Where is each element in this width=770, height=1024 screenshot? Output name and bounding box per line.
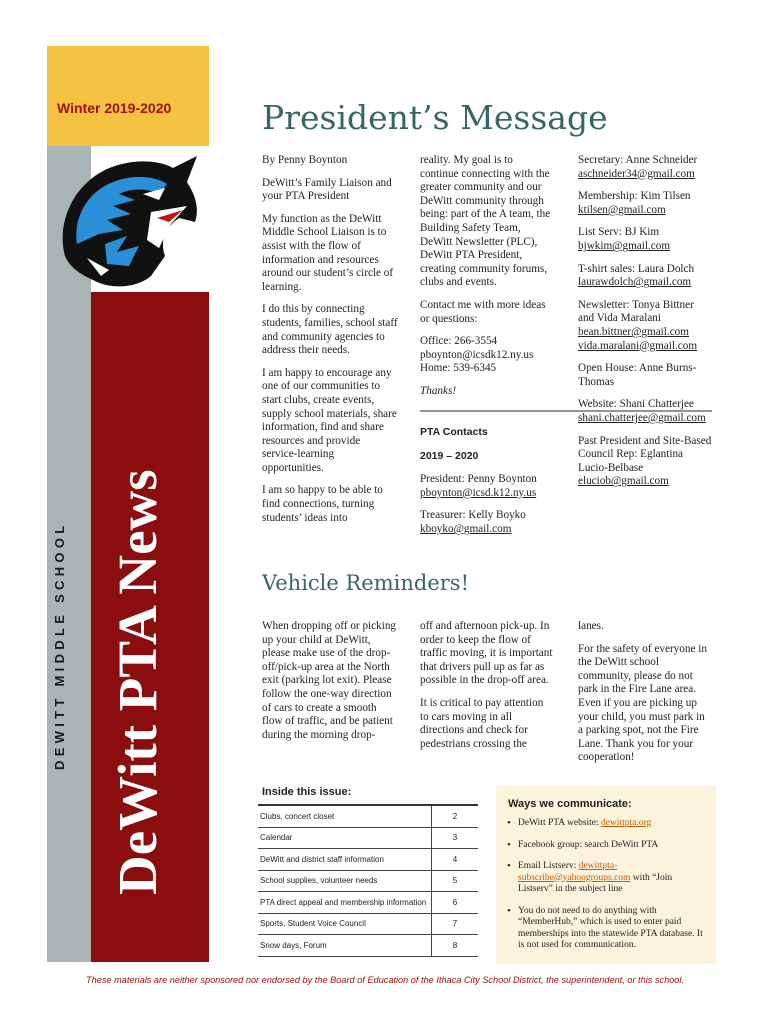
vehicle-column-1: [262, 620, 398, 751]
table-row: [258, 892, 478, 914]
paragraph: lanes.: [578, 620, 604, 632]
paragraph: For the safety of everyone in the DeWitt school community, please do not park in the Fire Lane area. Even if you are picking up your child, you must park in a parking spot, not the Fire Lane. Thank you for your cooperation!: [578, 642, 707, 764]
contact-label: T-shirt sales: Laura Dolch: [578, 262, 695, 275]
table-row: [258, 828, 478, 850]
contact-email-link[interactable]: kboyko@gmail.com: [420, 522, 512, 535]
president-email: pboynton@icsdk12.ny.us: [420, 348, 534, 361]
vehicle-reminders-title: Vehicle Reminders!: [262, 571, 470, 595]
home-phone: Home: 539-6345: [420, 362, 497, 375]
contact-entry: [578, 263, 712, 290]
paragraph: off and afternoon pick-up. In order to keep the flow of traffic moving, it is important that drivers pull up as far as possible in the drop-off area.: [420, 620, 553, 687]
pta-contacts-years: 2019 – 2020: [420, 449, 479, 462]
issue-table: [258, 804, 478, 957]
ways-label: Email Listserv:: [518, 861, 579, 871]
issue-topic: Clubs, concert closet: [258, 806, 432, 827]
banner-season-block: [47, 46, 209, 146]
table-row: [258, 806, 478, 828]
season-label: Winter 2019-2020: [57, 100, 172, 116]
contact-entry: [578, 226, 712, 253]
paragraph: Contact me with more ideas or questions:: [420, 298, 546, 325]
table-row: [258, 871, 478, 893]
presidents-message-column-1: [262, 154, 398, 534]
vehicle-column-3: [578, 620, 712, 774]
issue-topic: Snow days, Forum: [258, 935, 432, 956]
paragraph: My function as the DeWitt Middle School Liaison is to assist with the flow of information and resources around our student’s circle of learning.: [262, 212, 394, 293]
inside-this-issue: [258, 786, 478, 957]
list-item: • Facebook group: search DeWitt PTA: [506, 840, 706, 852]
issue-topic: PTA direct appeal and membership information: [258, 892, 432, 913]
contact-label: Open House: Anne Burns-Thomas: [578, 362, 697, 388]
paragraph: I do this by connecting students, families, school staff and community agencies to address their needs.: [262, 303, 398, 357]
paragraph: It is critical to pay attention to cars moving in all directions and check for pedestrians crossing the: [420, 696, 544, 750]
contact-label: Treasurer: Kelly Boyko: [420, 509, 526, 522]
pta-contacts: [420, 426, 554, 546]
ways-label: with “Join Listserv” in the subject line: [518, 872, 673, 894]
listserv-link[interactable]: dewittpta-subscribe@yahoogroups.com: [518, 861, 631, 883]
contact-label: Website: Shani Chatterjee: [578, 398, 694, 411]
contact-email-link[interactable]: bjwkim@gmail.com: [578, 239, 671, 252]
paragraph: I am so happy to be able to find connections, turning students’ ideas into: [262, 484, 383, 524]
list-item: [506, 818, 706, 830]
issue-topic: Calendar: [258, 828, 432, 849]
contact-email-link[interactable]: eluciob@gmail.com: [578, 475, 669, 488]
issue-topic: Sports, Student Voice Council: [258, 914, 432, 935]
paragraph: DeWitt’s Family Liaison and your PTA President: [262, 176, 392, 203]
contact-details: [420, 335, 554, 376]
issue-page: 4: [452, 854, 458, 864]
issue-page: 5: [452, 876, 458, 886]
contact-label: Past President and Site-Based Council Rep: Eglantina Lucio-Belbase: [578, 434, 712, 474]
table-row: [258, 849, 478, 871]
issue-page: 2: [452, 811, 458, 821]
paragraph: I am happy to encourage any one of our communities to start clubs, create events, supply school materials, share information, find and share resources and provide service-learning opportunities.: [262, 366, 397, 474]
contact-entry: [578, 154, 712, 181]
pta-contacts-heading: PTA Contacts: [420, 426, 488, 438]
contact-email-link[interactable]: shani.chatterjee@gmail.com: [578, 411, 706, 424]
contact-email-link[interactable]: bean.bittner@gmail.com: [578, 325, 689, 338]
school-name: DEWITT MIDDLE SCHOOL: [52, 521, 67, 770]
contact-president: [420, 473, 554, 500]
issue-page: 7: [452, 919, 458, 929]
contact-label: Newsletter: Tonya Bittner and Vida Maralani: [578, 298, 694, 325]
contact-email-link[interactable]: pboynton@icsd.k12.ny.us: [420, 486, 537, 499]
office-phone: Office: 266-3554: [420, 335, 498, 348]
ways-list: [506, 818, 706, 952]
sign-off: Thanks!: [420, 384, 457, 397]
contact-label: List Serv: BJ Kim: [578, 226, 660, 239]
contact-email-link[interactable]: laurawdolch@gmail.com: [578, 276, 692, 289]
contact-entry: [578, 362, 712, 389]
contact-treasurer: [420, 509, 554, 536]
contact-label: Membership: Kim Tilsen: [578, 190, 691, 203]
contact-email-link[interactable]: vida.maralani@gmail.com: [578, 339, 698, 352]
contact-email-link[interactable]: ktilsen@gmail.com: [578, 203, 666, 216]
issue-topic: School supplies, volunteer needs: [258, 871, 432, 892]
contact-email-link[interactable]: aschneider34@gmail.com: [578, 167, 695, 180]
presidents-message-column-3: [578, 154, 712, 498]
table-row: [258, 935, 478, 957]
contact-entry: [578, 435, 712, 489]
paragraph: reality. My goal is to continue connecting with the greater community and our DeWitt community through being: part of the A team, the Building Safety Team, DeWitt Newsletter (PLC), DeWitt PTA President, creating community forums, clubs and events.: [420, 154, 551, 289]
issue-topic: DeWitt and district staff information: [258, 849, 432, 870]
vehicle-column-2: [420, 620, 554, 760]
inside-this-issue-title: Inside this issue:: [262, 786, 352, 798]
issue-page: 6: [452, 897, 458, 907]
newsletter-masthead: DeWitt PTA News: [107, 469, 168, 895]
contact-entry: [578, 190, 712, 217]
contact-entry: [578, 398, 712, 425]
website-link[interactable]: dewittpta.org: [601, 818, 652, 828]
contact-label: President: Penny Boynton: [420, 473, 537, 486]
list-item: • You do not need to do anything with “MemberHub,” which is used to enter paid memberships into the statewide PTA database. It is not used for communication.: [506, 906, 706, 952]
tiger-mascot-logo: [47, 148, 209, 296]
byline: By Penny Boynton: [262, 154, 348, 166]
issue-page: 3: [452, 833, 458, 843]
paragraph: When dropping off or picking up your child at DeWitt, please make use of the drop-off/pick-up area at the North exit (parking lot exit). Please follow the one-way direction of cars to create a smooth flow of traffic, and be patient during the morning drop-: [262, 620, 397, 741]
ways-label: DeWitt PTA website:: [518, 818, 602, 828]
presidents-message-column-2: [420, 154, 554, 408]
footer-disclaimer: These materials are neither sponsored nor endorsed by the Board of Education of the Ithaca City School District, the superintendent, or this school.: [85, 975, 685, 985]
list-item: [506, 861, 706, 896]
ways-we-communicate: [496, 786, 716, 964]
ways-title: Ways we communicate:: [508, 798, 632, 810]
issue-page: 8: [452, 940, 458, 950]
table-row: [258, 914, 478, 936]
presidents-message-title: President’s Message: [262, 98, 608, 137]
contact-label: Secretary: Anne Schneider: [578, 154, 698, 166]
contact-entry: [578, 299, 712, 353]
